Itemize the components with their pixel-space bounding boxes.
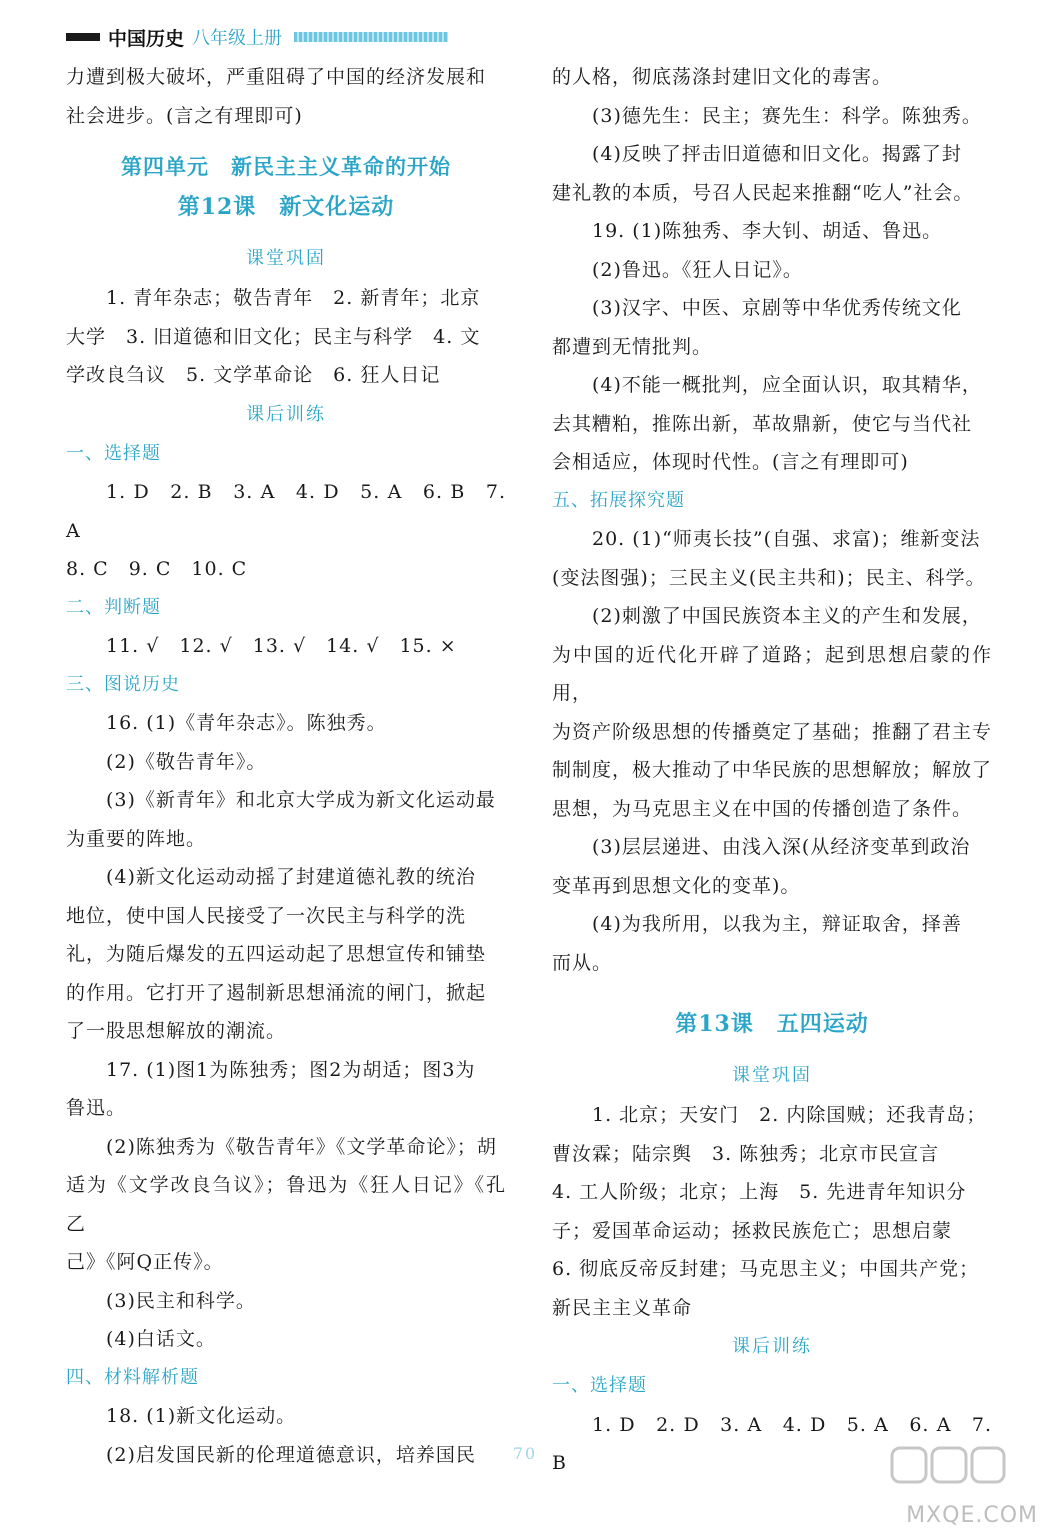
answer-line: 的作用。它打开了遏制新思想涌流的闸门，掀起	[66, 981, 487, 1004]
header-bar-icon	[66, 33, 100, 41]
section-heading: 五、拓展探究题	[552, 489, 685, 511]
answer-line: (3)德先生：民主；赛先生：科学。陈独秀。	[592, 104, 982, 127]
answer-line: (4)白话文。	[106, 1328, 216, 1350]
answer-line: 18. (1)新文化运动。	[106, 1405, 297, 1427]
answer-line: 1. 北京；天安门 2. 内除国贼；还我青岛；	[592, 1104, 987, 1126]
answer-line: (3)《新青年》和北京大学成为新文化运动最	[106, 789, 496, 811]
answer-line: 了一股思想解放的潮流。	[66, 1020, 287, 1042]
answer-line: 思想，为马克思主义在中国的传播创造了条件。	[552, 797, 973, 820]
answer-line: (2)启发国民新的伦理道德意识，培养国民	[106, 1443, 476, 1466]
answer-line: 为重要的阵地。	[66, 827, 207, 850]
left-column	[66, 58, 506, 1474]
answer-line: 1. D 2. D 3. A 4. D 5. A 6. A 7. B	[552, 1413, 992, 1474]
right-column	[552, 58, 992, 1483]
answer-line: 礼，为随后爆发的五四运动起了思想宣传和铺垫	[66, 943, 487, 965]
answer-line: 适为《文学改良刍议》；鲁迅为《狂人日记》《孔乙	[66, 1174, 506, 1235]
answer-line: (3)民主和科学。	[106, 1289, 256, 1312]
header-grade: 八年级上册	[192, 28, 283, 49]
answer-line: 建礼教的本质，号召人民起来推翻“吃人”社会。	[552, 181, 974, 204]
answer-line: 子；爱国革命运动；拯救民族危亡；思想启蒙	[552, 1219, 953, 1242]
answer-line: 而从。	[552, 951, 613, 974]
answer-line: 曹汝霖；陆宗舆 3. 陈独秀；北京市民宣言	[552, 1142, 940, 1165]
answer-line: 17. (1)图1为陈独秀；图2为胡适；图3为	[106, 1058, 476, 1081]
subsection-title: 课堂巩固	[246, 248, 326, 269]
answer-line: 制制度，极大推动了中华民族的思想解放；解放了	[552, 759, 993, 781]
answer-line: (3)层层递进、由浅入深(从经济变革到政治	[592, 836, 971, 858]
answer-line: 都遭到无情批判。	[552, 335, 713, 358]
answer-line: 的人格，彻底荡涤封建旧文化的毒害。	[552, 66, 893, 88]
answer-line: 16. (1)《青年杂志》。陈独秀。	[106, 712, 387, 734]
section-heading: 四、材料解析题	[66, 1366, 199, 1388]
answer-line: 为中国的近代化开辟了道路；起到思想启蒙的作用，	[552, 643, 992, 704]
answer-line: 1. D 2. B 3. A 4. D 5. A 6. B 7. A	[66, 481, 506, 542]
answer-line: (4)为我所用，以我为主，辩证取舍，择善	[592, 913, 962, 935]
answer-line: (2)鲁迅。《狂人日记》。	[592, 258, 803, 281]
answer-line: (2)刺激了中国民族资本主义的产生和发展，	[592, 605, 982, 627]
answer-line: (4)反映了抨击旧道德和旧文化。揭露了封	[592, 143, 962, 165]
section-heading: 一、选择题	[66, 442, 161, 464]
answer-line: 6. 彻底反帝反封建；马克思主义；中国共产党；	[552, 1258, 980, 1280]
answer-line: 学改良刍议 5. 文学革命论 6. 狂人日记	[66, 364, 441, 386]
answer-line: 地位，使中国人民接受了一次民主与科学的洗	[66, 904, 467, 927]
answer-line: 去其糟粕，推陈出新，革故鼎新，使它与当代社	[552, 412, 973, 435]
answer-line: 变革再到思想文化的变革)。	[552, 874, 801, 897]
answer-line: (变法图强)；三民主义(民主共和)；民主、科学。	[552, 566, 986, 589]
subsection-title: 课堂巩固	[732, 1065, 812, 1086]
subsection-title: 课后训练	[246, 403, 326, 425]
answer-line: 8. C 9. C 10. C	[66, 558, 248, 580]
answer-line: (4)新文化运动动摇了封建道德礼教的统治	[106, 866, 476, 888]
answer-line: (4)不能一概批判，应全面认识，取其精华，	[592, 374, 982, 396]
watermark-logo-icon	[888, 1442, 1008, 1492]
header-subject: 中国历史	[108, 27, 185, 50]
answer-line: 为资产阶级思想的传播奠定了基础；推翻了君主专	[552, 720, 993, 743]
answer-line: (3)汉字、中医、京剧等中华优秀传统文化	[592, 297, 962, 319]
header-stripe	[294, 32, 448, 42]
answer-line: 20. (1)“师夷长技”(自强、求富)；维新变法	[592, 528, 981, 550]
answer-line: 1. 青年杂志；敬告青年 2. 新青年；北京	[106, 287, 481, 309]
answer-line: 会相适应，体现时代性。(言之有理即可)	[552, 451, 909, 473]
text-line: 社会进步。(言之有理即可)	[66, 104, 303, 127]
subsection-title: 课后训练	[732, 1336, 812, 1357]
answer-line: 大学 3. 旧道德和旧文化；民主与科学 4. 文	[66, 325, 481, 348]
answer-line: 11. √ 12. √ 13. √ 14. √ 15. ×	[106, 635, 457, 657]
answer-line: (2)陈独秀为《敬告青年》《文学革命论》；胡	[106, 1135, 497, 1158]
page-number: 70	[512, 1444, 538, 1463]
section-heading: 一、选择题	[552, 1375, 647, 1396]
answer-line: 新民主主义革命	[552, 1296, 693, 1319]
answer-line: 4. 工人阶级；北京；上海 5. 先进青年知识分	[552, 1181, 967, 1203]
answer-line: 鲁迅。	[66, 1097, 127, 1119]
answer-line: 19. (1)陈独秀、李大钊、胡适、鲁迅。	[592, 220, 943, 242]
text-line: 力遭到极大破坏，严重阻碍了中国的经济发展和	[66, 66, 487, 88]
unit-title: 第四单元 新民主主义革命的开始	[121, 154, 451, 179]
section-heading: 二、判断题	[66, 596, 161, 618]
lesson-title: 第13课 五四运动	[675, 1011, 869, 1037]
answer-line: 己》《阿Q正传》。	[66, 1251, 224, 1273]
watermark-text: MXQE.COM	[906, 1503, 1038, 1528]
section-heading: 三、图说历史	[66, 673, 180, 695]
watermark	[838, 1442, 1038, 1528]
lesson-title: 第12课 新文化运动	[177, 194, 395, 220]
page-header	[66, 22, 448, 52]
answer-line: (2)《敬告青年》。	[106, 750, 267, 773]
